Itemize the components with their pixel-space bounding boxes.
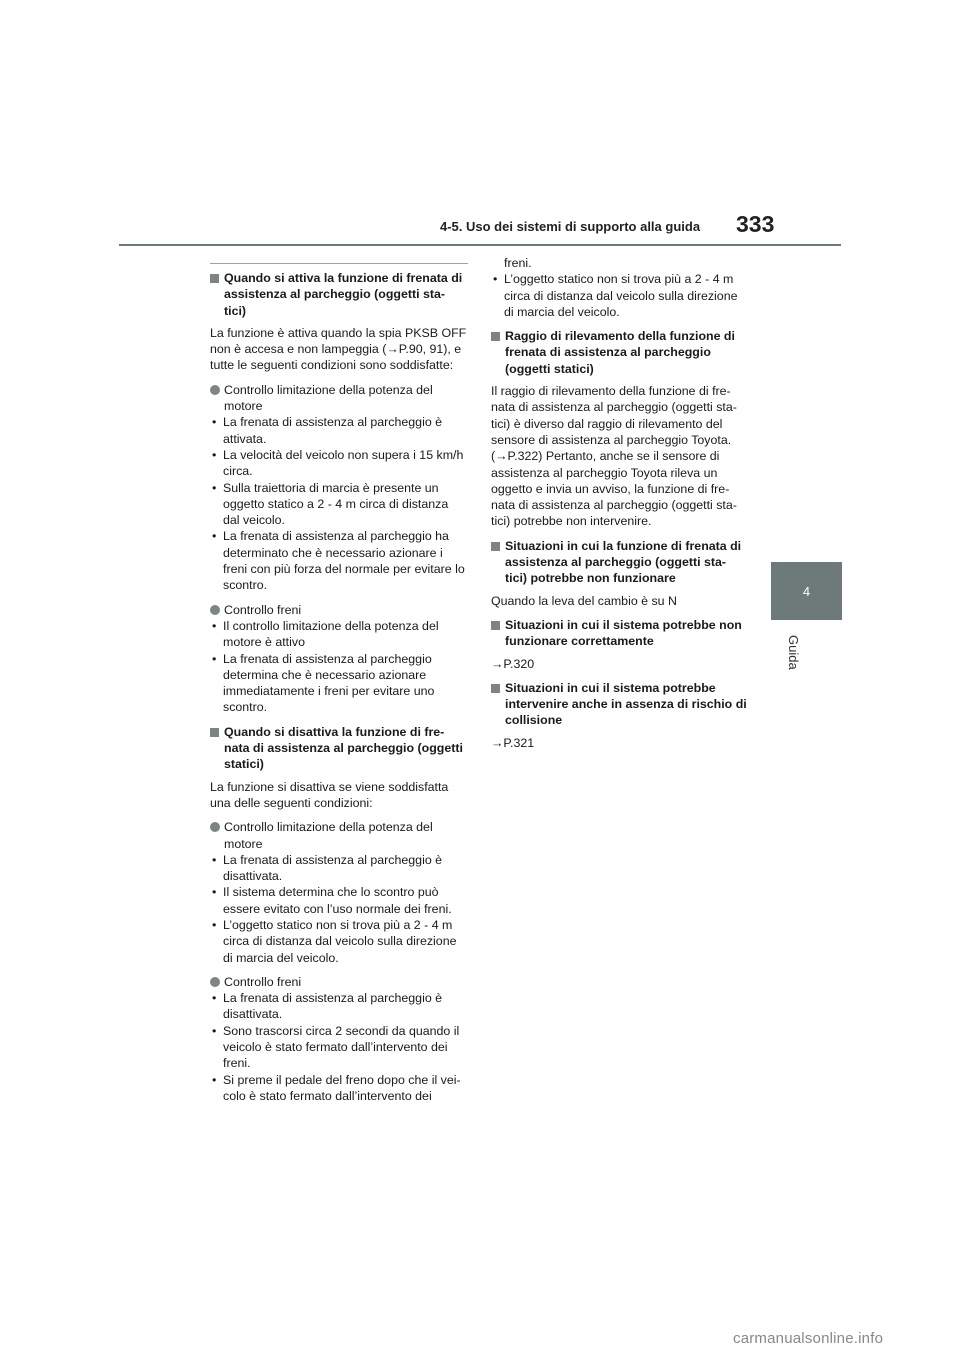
section-heading <box>210 724 468 773</box>
list-item: • Si preme il pedale del freno dopo che il vei- colo è stato fermato dall’intervento dei <box>210 1072 468 1105</box>
square-bullet-icon <box>491 621 500 630</box>
section-heading <box>491 680 749 729</box>
circle-bullet-icon <box>210 385 220 395</box>
condition-title: Controllo freni <box>224 974 302 989</box>
square-bullet-icon <box>491 684 500 693</box>
list-item: • Sono trascorsi circa 2 secondi da quando il veicolo è stato fermato dall’intervento dei freni. <box>210 1023 468 1072</box>
right-column <box>491 255 749 759</box>
paragraph: La funzione è attiva quando la spia PKSB OFF non è accesa e non lampeggia (→P.90, 91), e tutte le seguenti condizioni sono soddisfatte: <box>210 325 467 373</box>
list-item: • La frenata di assistenza al parcheggio è attivata. <box>210 414 468 447</box>
chapter-number: 4 <box>802 583 811 599</box>
section-title: 4-5. Uso dei sistemi di supporto alla guida <box>440 219 701 234</box>
list-item: • La frenata di assistenza al parcheggio determina che è necessario azionare immediatamente i freni per evitare uno scontro. <box>210 651 468 716</box>
list-item: • La velocità del veicolo non supera i 15 km/h circa. <box>210 447 468 480</box>
header-rule <box>119 244 841 246</box>
list-item: • Sulla traiettoria di marcia è presente un oggetto statico a 2 - 4 m circa di distanza dal veicolo. <box>210 480 468 529</box>
continued-text: freni. <box>504 256 532 270</box>
bullet-list <box>210 990 468 1104</box>
square-bullet-icon <box>491 542 500 551</box>
list-item: • L’oggetto statico non si trova più a 2 - 4 m circa di distanza dal veicolo sulla direzione di marcia del veicolo. <box>210 917 468 966</box>
section-heading <box>491 328 749 377</box>
list-item: • Il sistema determina che lo scontro può essere evitato con l’uso normale dei freni. <box>210 884 468 917</box>
bullet-list <box>210 414 468 593</box>
condition-title: Controllo limitazione della potenza del motore <box>224 382 433 414</box>
circle-bullet-icon <box>210 605 220 615</box>
condition-group <box>210 602 468 618</box>
watermark: carmanualsonline.info <box>733 1330 884 1347</box>
heading-text: Situazioni in cui la funzione di frenata di assistenza al parcheggio (oggetti sta- tici) potrebbe non funzionare <box>505 538 742 586</box>
heading-text: Situazioni in cui il sistema potrebbe intervenire anche in assenza di rischio di collisione <box>505 680 747 728</box>
heading-text: Quando si disattiva la funzione di fre- nata di assistenza al parcheggio (oggetti statici) <box>224 724 463 772</box>
column-top-rule <box>210 263 468 264</box>
left-column <box>210 255 468 1112</box>
section-heading <box>491 538 749 587</box>
list-item: • Il controllo limitazione della potenza del motore è attivo <box>210 618 468 651</box>
circle-bullet-icon <box>210 977 220 987</box>
paragraph: Quando la leva del cambio è su N <box>491 593 677 608</box>
section-heading <box>491 617 749 650</box>
paragraph: Il raggio di rilevamento della funzione di fre- nata di assistenza al parcheggio (oggetti sta- tici) è diverso dal raggio di rilevamento del sensore di assistenza al parcheggio Toyota. (→P.322) Pertanto, anche se il sensore di assistenza al parcheggio Toyota rileva un oggetto e invia un avviso, la funzione di fre- nata di assistenza al parcheggio (oggetti sta- tici) potrebbe non intervenire. <box>491 384 737 529</box>
circle-bullet-icon <box>210 822 220 832</box>
page-number: 333 <box>736 211 775 237</box>
square-bullet-icon <box>491 332 500 341</box>
chapter-tab[interactable] <box>771 562 842 620</box>
heading-text: Situazioni in cui il sistema potrebbe non funzionare correttamente <box>505 617 742 649</box>
square-bullet-icon <box>210 274 219 283</box>
page-reference-link[interactable]: →P.320 <box>491 656 535 671</box>
list-item: • La frenata di assistenza al parcheggio ha determinato che è necessario azionare i freni con più forza del normale per evitare lo scontro. <box>210 528 468 593</box>
heading-text: Quando si attiva la funzione di frenata di assistenza al parcheggio (oggetti sta- tici) <box>224 271 463 318</box>
heading-text: Raggio di rilevamento della funzione di frenata di assistenza al parcheggio (oggetti statici) <box>505 329 735 376</box>
bullet-list <box>210 618 468 716</box>
square-bullet-icon <box>210 728 219 737</box>
page-reference-link[interactable]: →P.321 <box>491 735 535 750</box>
condition-group <box>210 819 468 852</box>
condition-group <box>210 974 468 990</box>
condition-group <box>210 382 468 415</box>
list-item: • La frenata di assistenza al parcheggio è disattivata. <box>210 990 468 1023</box>
paragraph: La funzione si disattiva se viene soddisfatta una delle seguenti condizioni: <box>210 779 449 810</box>
condition-title: Controllo freni <box>224 602 302 617</box>
condition-title: Controllo limitazione della potenza del motore <box>224 820 433 851</box>
bullet-list <box>491 271 749 320</box>
list-item: • L’oggetto statico non si trova più a 2 - 4 m circa di distanza dal veicolo sulla direzione di marcia del veicolo. <box>491 271 749 320</box>
chapter-label: Guida <box>786 635 801 670</box>
section-heading <box>210 270 468 319</box>
bullet-list <box>210 852 468 966</box>
list-item: • La frenata di assistenza al parcheggio è disattivata. <box>210 852 468 885</box>
